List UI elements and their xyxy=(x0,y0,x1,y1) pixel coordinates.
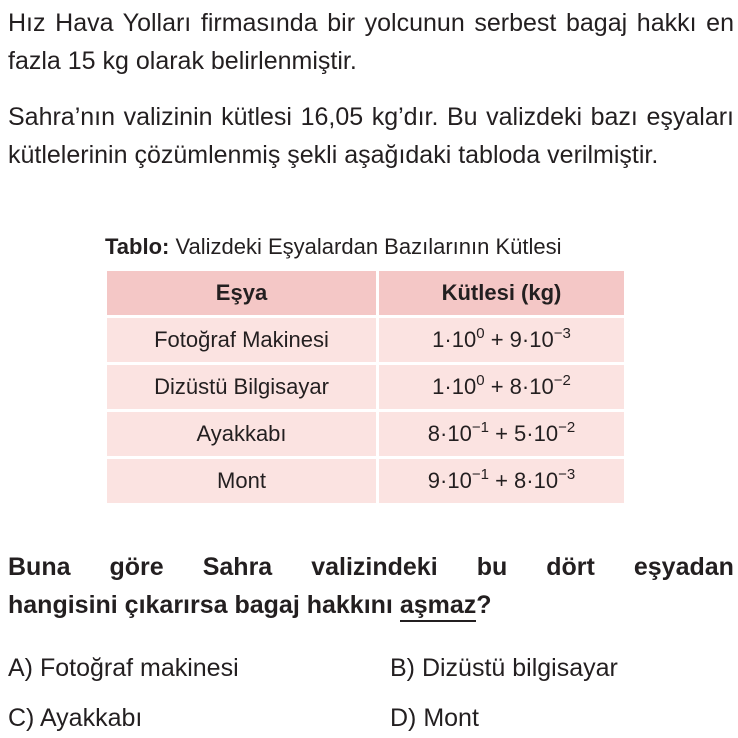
question-word: Sahra xyxy=(202,553,273,581)
multiply-sign: · xyxy=(526,468,534,493)
exponent-a: −1 xyxy=(471,419,489,436)
base-b: 10 xyxy=(533,421,559,446)
table-row xyxy=(106,411,626,458)
plus-sign: + xyxy=(490,374,504,399)
exponent-a: 0 xyxy=(476,372,485,389)
exponent-b: −2 xyxy=(553,372,571,389)
mass-cell xyxy=(378,364,626,411)
table-caption-text: Valizdeki Eşyalardan Bazılarının Kütlesi xyxy=(169,234,562,259)
base-b: 10 xyxy=(529,374,554,399)
mass-table xyxy=(104,268,627,506)
question-word: Buna xyxy=(8,553,71,581)
table-row xyxy=(106,364,626,411)
question xyxy=(8,548,734,624)
header-mass: Kütlesi (kg) xyxy=(378,270,626,317)
mass-cell xyxy=(378,411,626,458)
base-a: 10 xyxy=(447,468,472,493)
base-a: 10 xyxy=(451,374,477,399)
exponent-a: −1 xyxy=(471,466,489,483)
exponent-a: 0 xyxy=(476,325,485,342)
option-c[interactable]: C) Ayakkabı xyxy=(8,704,143,732)
coefficient-a: 1 xyxy=(432,327,445,352)
table-row xyxy=(106,317,626,364)
mass-cell xyxy=(378,458,626,505)
base-a: 10 xyxy=(447,421,472,446)
multiply-sign: · xyxy=(521,374,530,399)
mass-expression xyxy=(432,327,571,352)
base-b: 10 xyxy=(529,327,554,352)
plus-sign: + xyxy=(495,468,508,493)
table-caption xyxy=(105,232,561,262)
question-word: göre xyxy=(109,553,164,581)
plus-sign: + xyxy=(495,421,508,446)
coefficient-a: 9 xyxy=(427,468,441,493)
base-b: 10 xyxy=(533,468,559,493)
mass-cell xyxy=(378,317,626,364)
question-word: dört xyxy=(546,553,595,581)
coefficient-b: 8 xyxy=(514,468,527,493)
header-item: Eşya xyxy=(106,270,378,317)
exponent-b: −3 xyxy=(558,466,576,483)
question-word: valizindeki xyxy=(311,553,438,581)
item-name-cell: Ayakkabı xyxy=(106,411,378,458)
table-caption-label: Tablo: xyxy=(105,234,170,259)
base-a: 10 xyxy=(451,327,477,352)
table-header-row xyxy=(106,270,626,317)
option-b[interactable]: B) Dizüstü bilgisayar xyxy=(390,654,618,682)
question-mark: ? xyxy=(476,591,492,619)
option-a[interactable]: A) Fotoğraf makinesi xyxy=(8,654,239,682)
table-row xyxy=(106,458,626,505)
item-name-cell: Fotoğraf Makinesi xyxy=(106,317,378,364)
multiply-sign: · xyxy=(521,327,530,352)
coefficient-b: 5 xyxy=(514,421,527,446)
intro-paragraph-1: Hız Hava Yolları firmasında bir yolcunun serbest bagaj hakkı en fazla 15 kg olarak belirlenmiştir. xyxy=(8,9,734,75)
question-emphasis: aşmaz xyxy=(400,591,476,622)
question-word: eşyadan xyxy=(633,553,734,581)
multiply-sign: · xyxy=(444,374,452,399)
mass-expression xyxy=(432,374,571,399)
multiply-sign: · xyxy=(526,421,534,446)
coefficient-a: 8 xyxy=(427,421,441,446)
item-name-cell: Dizüstü Bilgisayar xyxy=(106,364,378,411)
mass-expression xyxy=(428,468,575,493)
plus-sign: + xyxy=(490,327,504,352)
coefficient-b: 9 xyxy=(509,327,522,352)
exponent-b: −2 xyxy=(558,419,576,436)
multiply-sign: · xyxy=(444,327,452,352)
multiply-sign: · xyxy=(440,421,448,446)
intro-paragraph-2: Sahra’nın valizinin kütlesi 16,05 kg’dır. Bu valizdeki bazı eşyaları kütlelerinin çözümlenmiş şekli aşağıdaki tabloda verilmiştir. xyxy=(8,103,734,169)
coefficient-a: 1 xyxy=(432,374,445,399)
exponent-b: −3 xyxy=(553,325,571,342)
coefficient-b: 8 xyxy=(509,374,522,399)
multiply-sign: · xyxy=(440,468,448,493)
option-d[interactable]: D) Mont xyxy=(390,704,479,732)
question-line-1 xyxy=(8,548,734,586)
question-line-2 xyxy=(8,586,734,624)
mass-expression xyxy=(428,421,575,446)
question-word: bu xyxy=(476,553,508,581)
question-line-2-text: hangisini çıkarırsa bagaj hakkını xyxy=(8,591,400,619)
item-name-cell: Mont xyxy=(106,458,378,505)
